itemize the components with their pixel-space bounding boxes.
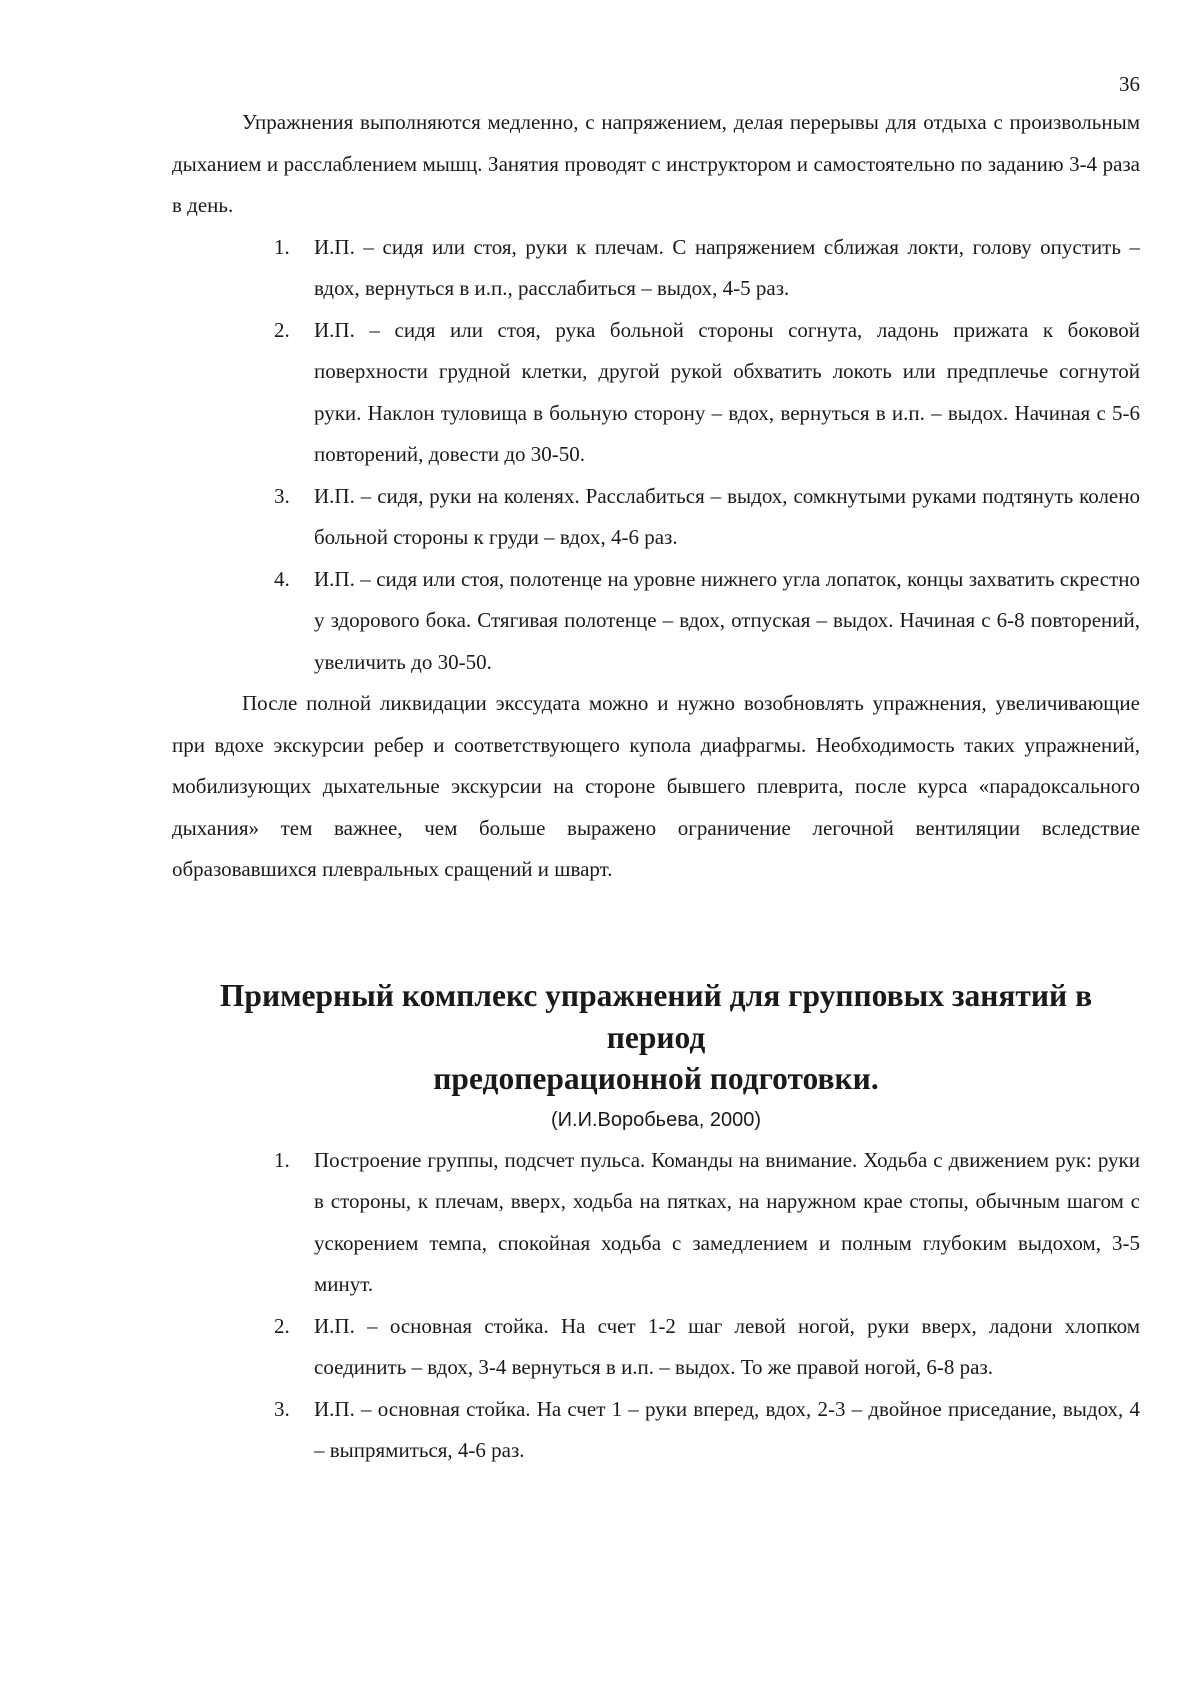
section-block	[172, 975, 1140, 1472]
exercise-list-preoperative	[172, 1140, 1140, 1472]
second-paragraph: После полной ликвидации экссудата можно и нужно возобновлять упражнения, увеличивающие при вдохе экскурсии ребер и соответствующего купола диафрагмы. Необходимость таких упражнений, мобилизующих дыхательные экскурсии на стороне бывшего плеврита, после курса «парадоксального дыхания» тем важнее, чем больше выражено ограничение легочной вентиляции вследствие образовавшихся плевральных сращений и шварт.	[172, 691, 1140, 881]
list-item-text: И.П. – сидя или стоя, рука больной стороны согнута, ладонь прижата к боковой поверхности грудной клетки, другой рукой обхватить локоть или предплечье согнутой руки. Наклон туловища в больную сторону – вдох, вернуться в и.п. – выдох. Начиная с 5-6 повторений, довести до 30-50.	[314, 317, 1140, 466]
section-heading-line2: предоперационной подготовки.	[433, 1061, 879, 1096]
list-item-text: И.П. – основная стойка. На счет 1-2 шаг левой ногой, руки вверх, ладони хлопком соединить – вдох, 3-4 вернуться в и.п. – выдох. То же правой ногой, 6-8 раз.	[314, 1313, 1140, 1379]
list-item	[172, 476, 1140, 559]
page-body	[172, 102, 1140, 891]
list-item-number: 4.	[274, 566, 290, 591]
list-item	[172, 1389, 1140, 1472]
section-heading-line1: Примерный комплекс упражнений для групповых занятий в период	[219, 978, 1093, 1055]
list-item	[172, 310, 1140, 476]
intro-paragraph: Упражнения выполняются медленно, с напряжением, делая перерывы для отдыха с произвольным дыханием и расслаблением мышц. Занятия проводят с инструктором и самостоятельно по заданию 3-4 раза в день.	[172, 110, 1140, 217]
list-item-text: И.П. – сидя или стоя, полотенце на уровне нижнего угла лопаток, концы захватить скрестно у здорового бока. Стягивая полотенце – вдох, отпуская – выдох. Начиная с 6-8 повторений, увеличить до 30-50.	[314, 566, 1140, 674]
source-citation: (И.И.Воробьева, 2000)	[550, 1108, 762, 1131]
list-item-number: 2.	[274, 1313, 290, 1338]
list-item-number: 2.	[274, 317, 290, 342]
list-item-text: И.П. – основная стойка. На счет 1 – руки вперед, вдох, 2-3 – двойное приседание, выдох, 4 – выпрямиться, 4-6 раз.	[314, 1396, 1140, 1462]
list-item-number: 1.	[274, 234, 290, 259]
list-item-number: 3.	[274, 483, 290, 508]
list-item	[172, 559, 1140, 684]
page-number: 36	[1119, 72, 1140, 96]
exercise-list-pleurisy	[172, 227, 1140, 684]
list-item-text: И.П. – сидя, руки на коленях. Расслабиться – выдох, сомкнутыми руками подтянуть колено больной стороны к груди – вдох, 4-6 раз.	[314, 483, 1140, 549]
list-item-number: 3.	[274, 1396, 290, 1421]
list-item-text: Построение группы, подсчет пульса. Команды на внимание. Ходьба с движением рук: руки в стороны, к плечам, вверх, ходьба на пятках, на наружном крае стопы, обычным шагом с ускорением темпа, спокойная ходьба с замедлением и полным глубоким выдохом, 3-5 минут.	[314, 1147, 1140, 1296]
list-item	[172, 227, 1140, 310]
list-item-number: 1.	[274, 1147, 290, 1172]
section-heading	[172, 975, 1140, 1100]
list-item-text: И.П. – сидя или стоя, руки к плечам. С напряжением сближая локти, голову опустить – вдох, вернуться в и.п., расслабиться – выдох, 4-5 раз.	[314, 234, 1140, 300]
list-item	[172, 1140, 1140, 1306]
list-item	[172, 1306, 1140, 1389]
